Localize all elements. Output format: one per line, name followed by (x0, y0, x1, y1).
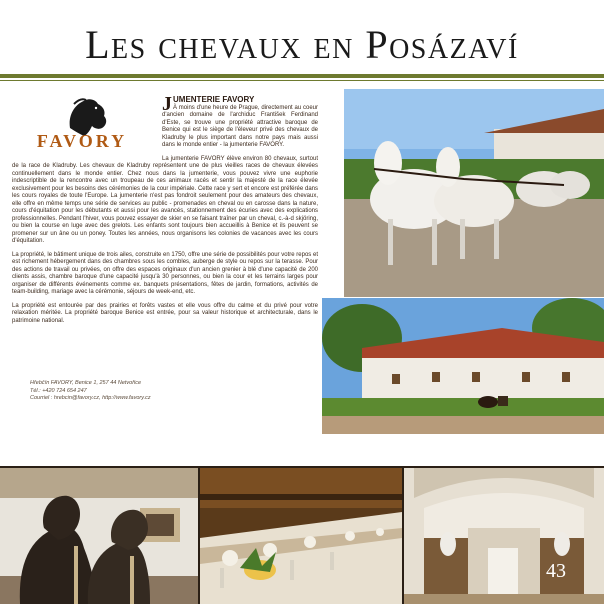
article-paragraph-2: La jumenterie FAVORY élève environ 80 chevaux, surtout de la race de Kladruby. Les chevaux de Kladruby représentent une de plus vieilles races de chevaux élevées continuellement dans le monde entier. Chez nous dans la jumenterie, vous pouvez vivre une euphorie indescriptible de la rencontre avec un troupeau de ces animaux racés et sentir la majesté de la race élevée exclusivement pour les besoins des cérémonies de la cour impériale. Cette race y sert et encore est préférée dans les cours royales de toute l'Europe. La jumenterie n'est pas fondroit seulement pour des amateurs des chevaux, elle offre en même temps une série de services au public - promenades en cheval ou en carosse dans la nature, cours d'équitation pour les débutants et aussi pour les avancés, stationnement des écuries avec des explications professionnelles. Pendant l'hiver, vous pouvez essayer de skier en se faisant traîner par un cheval, c.-à-d skjöring, ou bien la course en luge avec des grelots. Les enfants sont toujours bien accueillis à Benice et ils peuvent se promener sur un âne ou un poney. Toutes les années, nous organisons les colonies de vacances avec les cours d'équitation. (12, 155, 318, 244)
contact-block (30, 380, 151, 403)
photo-white-horses-carriage (344, 89, 604, 297)
photo-farm-courtyard (322, 298, 604, 434)
article-paragraph-1: À moins d'une heure de Prague, directement au coeur d'ancien domaine de l'archiduc František Ferdinand d'Este, se trouve une propriété attractive baroque de Benice qui est le siège de l'éleveur privé des chevaux de Kladruby le plus important dans notre pays mais aussi dans le monde entier - la jumenterie FAVORY. (162, 104, 318, 148)
contact-email-web: Courriel : hrebcin@favory.cz, http://www.favory.cz (30, 395, 151, 401)
article-paragraph-4: La propriété est entourée par des prairies et forêts vastes et elle vous offre du calme et du privé pour votre relaxation méritée. La propriété baroque Benice est entrée, pour sa valeur historique et architecturale, dans le patrimoine national. (12, 302, 318, 324)
title-rule-thick (0, 74, 604, 78)
article-body (12, 93, 318, 331)
page-title: Les chevaux en Posázaví (85, 22, 519, 67)
title-rule-thin (0, 80, 604, 81)
dropcap: J (162, 93, 172, 115)
contact-address: Hřebčín FAVORY, Benice 1, 257 44 Netvořice (30, 380, 142, 386)
heading-rest: UMENTERIE FAVORY (173, 95, 255, 104)
logo-spacer (12, 96, 162, 158)
photo-stable-interior (404, 468, 604, 604)
page-number: 43 (546, 560, 566, 582)
logo-wordmark: FAVORY (36, 131, 128, 151)
photo-dark-horses (0, 468, 198, 604)
photo-banquet-table (200, 468, 402, 604)
article-paragraph-3: La propriété, le bâtiment unique de trois ailes, construite en 1750, offre une série de possibilités pour votre repos et est richement hébergement dans des chambres sous les combles, auberge de style ou repos sur la terasse. Pour des actions de travail ou privées, on offre des espaces originaux d'un ancien grenier à blé d'une capacité de 200 clients assis, chambre baroque d'une capacité jusqu'à 30 personnes, ou bien la cour et les terrains larges pour organiser de différents événements comme ex. banquets présentations, fêtes de jardin, formations, activités de team-building, mariage avec la cérémonie, séjours de week-end, etc. (12, 251, 318, 295)
contact-phone: Tél.: +420 724 654 247 (30, 387, 87, 394)
